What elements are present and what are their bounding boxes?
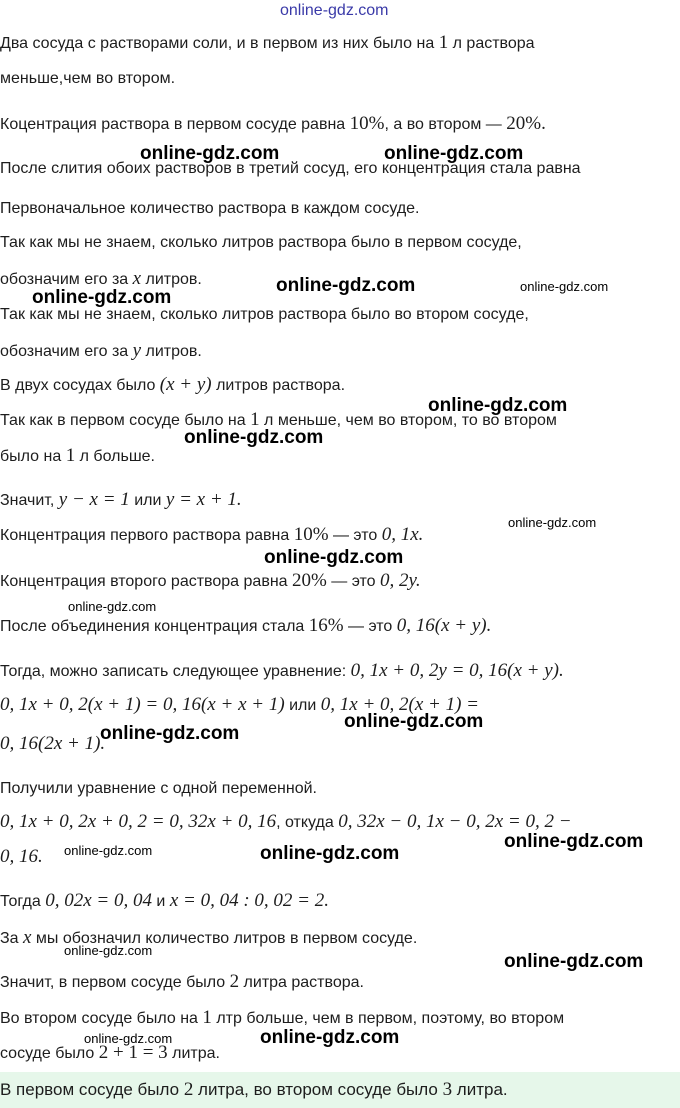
- watermark: online-gdz.com: [184, 427, 324, 448]
- text-line: обозначим его за y литров.: [0, 340, 202, 361]
- watermark: online-gdz.com: [64, 843, 153, 858]
- text-line: Первоначальное количество раствора в каждом сосуде.: [0, 200, 420, 217]
- text-line: Два сосуда с растворами соли, и в первом из них было на 1 л раствора: [0, 32, 535, 53]
- text-line: Получили уравнение с одной переменной.: [0, 780, 317, 797]
- text-line: Значит, y − x = 1 или y = x + 1.: [0, 489, 242, 510]
- watermark: online-gdz.com: [504, 951, 644, 972]
- text-line: В двух сосудах было (x + y) литров раствора.: [0, 374, 346, 395]
- watermark: online-gdz.com: [264, 547, 404, 568]
- text-line: После объединения концентрация стала 16% — это 0, 16(x + y).: [0, 615, 492, 636]
- watermark: online-gdz.com: [520, 279, 609, 294]
- text-line: меньше,чем во втором.: [0, 70, 176, 87]
- text-line: 0, 1x + 0, 2(x + 1) = 0, 16(x + x + 1) или 0, 1x + 0, 2(x + 1) =: [0, 694, 479, 715]
- text-line: Значит, в первом сосуде было 2 литра раствора.: [0, 971, 364, 992]
- watermark: online-gdz.com: [428, 395, 568, 416]
- text-line: 0, 1x + 0, 2x + 0, 2 = 0, 32x + 0, 16, откуда 0, 32x − 0, 1x − 0, 2x = 0, 2 −: [0, 811, 572, 832]
- text-line: После слития обоих растворов в третий сосуд, его концентрация стала равна: [0, 160, 581, 177]
- text-line: сосуде было 2 + 1 = 3 литра.: [0, 1042, 220, 1063]
- watermark: online-gdz.com: [260, 1027, 400, 1048]
- text-line: Коцентрация раствора в первом сосуде равна 10%, а во втором — 20%.: [0, 113, 546, 134]
- watermark: online-gdz.com: [100, 723, 240, 744]
- text-line: Так как мы не знаем, сколько литров раствора было во втором сосуде,: [0, 306, 529, 323]
- watermark: online-gdz.com: [276, 275, 416, 296]
- site-logo[interactable]: online-gdz.com: [280, 2, 389, 19]
- text-line: Так как мы не знаем, сколько литров раствора было в первом сосуде,: [0, 234, 522, 251]
- text-line: Тогда, можно записать следующее уравнение: 0, 1x + 0, 2y = 0, 16(x + y).: [0, 660, 564, 681]
- watermark: online-gdz.com: [68, 599, 157, 614]
- watermark: online-gdz.com: [32, 287, 172, 308]
- text-line: 0, 16.: [0, 846, 43, 867]
- text-line: 0, 16(2x + 1).: [0, 733, 106, 754]
- watermark: online-gdz.com: [84, 1031, 173, 1046]
- text-line: Так как в первом сосуде было на 1 л меньше, чем во втором, то во втором: [0, 409, 557, 430]
- text-line: обозначим его за x литров.: [0, 268, 202, 289]
- answer-text: В первом сосуде было 2 литра, во втором сосуде было 3 литра.: [0, 1079, 508, 1100]
- text-line: было на 1 л больше.: [0, 445, 155, 466]
- watermark: online-gdz.com: [260, 843, 400, 864]
- watermark: online-gdz.com: [344, 711, 484, 732]
- text-line: Концентрация второго раствора равна 20% — это 0, 2y.: [0, 570, 421, 591]
- text-line: Тогда 0, 02x = 0, 04 и x = 0, 04 : 0, 02 = 2.: [0, 890, 329, 911]
- watermark: online-gdz.com: [140, 143, 280, 164]
- watermark: online-gdz.com: [508, 515, 597, 530]
- text-line: Во втором сосуде было на 1 лтр больше, чем в первом, поэтому, во втором: [0, 1007, 565, 1028]
- watermark: online-gdz.com: [384, 143, 524, 164]
- text-line: Концентрация первого раствора равна 10% — это 0, 1x.: [0, 524, 424, 545]
- watermark: online-gdz.com: [64, 943, 153, 958]
- watermark: online-gdz.com: [504, 831, 644, 852]
- text-line: За x мы обозначил количество литров в первом сосуде.: [0, 927, 418, 948]
